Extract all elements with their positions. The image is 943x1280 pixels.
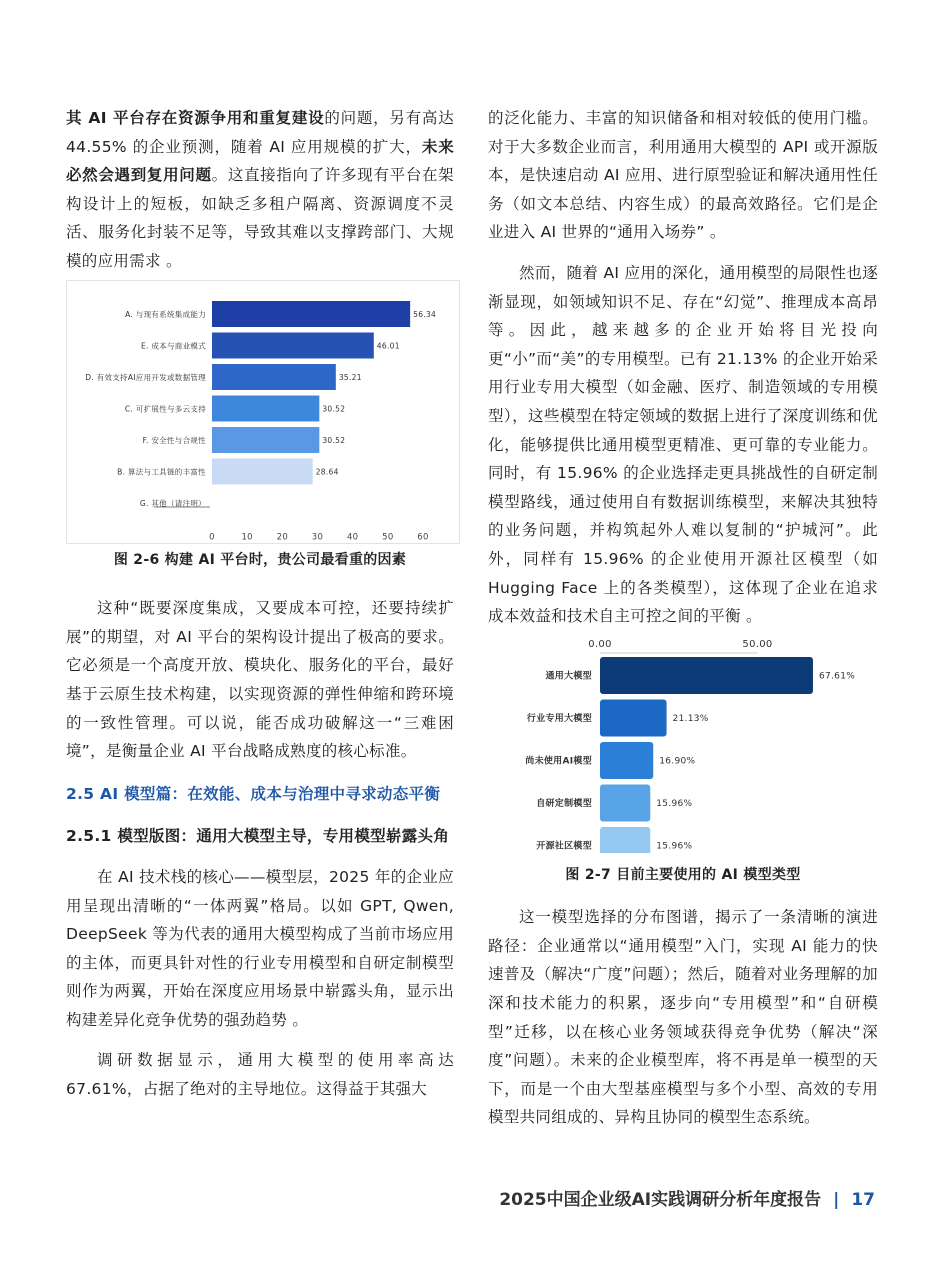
chart-2-6 — [66, 280, 454, 544]
bar-category-label: 通用大模型 — [545, 671, 592, 682]
x-tick-label: 60 — [417, 532, 429, 543]
chart-2-6-caption: 图 2-6 构建 AI 平台时，贵公司最看重的因素 — [113, 551, 407, 568]
left-paragraph-1-run: 未来必然会遇到复用问题 — [66, 137, 454, 185]
x-tick-label: 10 — [241, 532, 253, 543]
bar — [600, 699, 667, 736]
subsection-heading: 2.5.1 模型版图：通用大模型主导，专用模型崭露头角 — [66, 827, 450, 846]
x-tick-label: 0 — [209, 532, 215, 543]
bar-category-label: 尚未使用AI模型 — [525, 756, 592, 767]
bar-value-label: 56.34 — [413, 309, 437, 319]
bar-value-label: 16.90% — [659, 756, 696, 767]
chart-2-6-svg — [66, 280, 460, 544]
chart-2-7 — [488, 635, 878, 853]
bar-value-label: 30.52 — [322, 404, 346, 414]
left-paragraph-1 — [66, 104, 454, 276]
section-heading: 2.5 AI 模型篇：在效能、成本与治理中寻求动态平衡 — [66, 784, 441, 803]
chart-2-7-caption: 图 2-7 目前主要使用的 AI 模型类型 — [565, 866, 801, 883]
left-paragraph-1-run: 其 AI 平台存在资源争用和重复建设 — [66, 109, 325, 127]
bar-value-label: 21.13% — [672, 713, 709, 724]
bar-value-label: 28.64 — [315, 467, 339, 477]
bar-category-label: 开源社区模型 — [536, 841, 592, 852]
bar — [212, 427, 319, 453]
left-paragraph-4: 调研数据显示，通用大模型的使用率高达 67.61%，占据了绝对的主导地位。这得益于其强大 — [66, 1051, 454, 1099]
bar — [212, 332, 374, 358]
bar-category-label: C. 可扩展性与多云支持 — [124, 404, 206, 414]
x-tick-label: 50 — [382, 532, 394, 543]
bar-value-label: 67.61% — [818, 671, 856, 682]
bar-category-label: 行业专用大模型 — [526, 713, 592, 724]
bar-category-label: A. 与现有系统集成能力 — [125, 309, 206, 319]
bar-value-label: 15.96% — [656, 798, 693, 809]
bar — [212, 301, 410, 327]
bar — [600, 657, 813, 694]
left-paragraph-3: 在 AI 技术栈的核心——模型层，2025 年的企业应用呈现出清晰的“一体两翼”格局。以如 GPT, Qwen, DeepSeek 等为代表的通用大模型构成了当前市场应用的主体，而更具针对性的行业专用模型和自研定制模型则作为两翼，开始在深度应用场景中崭露头角，显示出构建差异化竞争优势的强劲趋势 。 — [66, 867, 454, 1029]
bar-value-label: 35.21 — [338, 372, 362, 382]
page-footer — [499, 1185, 875, 1210]
right-paragraph-3: 这一模型选择的分布图谱，揭示了一条清晰的演进路径：企业通常以“通用模型”入门，实现 AI 能力的快速普及（解决“广度”问题）；然后，随着对业务理解的加深和技术能力的积累，逐步向“专用模型”和“自研模型”迁移，以在核心业务领域获得竞争优势（解决“深度”问题）。未来的企业模型库，将不再是单一模型的天下，而是一个由大型基座模型与多个小型、高效的专用模型共同组成的、异构且协同的模型生态系统。 — [488, 908, 878, 1127]
x-tick-label: 0.00 — [588, 638, 612, 650]
left-paragraph-1-run: 的问题，另有高达 44.55% 的企业预测，随着 AI 应用规模的扩大， — [66, 109, 454, 156]
bar-category-label: 自研定制模型 — [536, 798, 592, 809]
x-tick-label: 50.00 — [742, 638, 773, 650]
x-tick-label: 40 — [346, 532, 359, 543]
left-paragraph-2: 这种“既要深度集成，又要成本可控，还要持续扩展”的期望，对 AI 平台的架构设计提出了极高的要求。它必须是一个高度开放、模块化、服务化的平台，最好基于云原生技术构建，以实现资源的弹性伸缩和跨环境的一致性管理。可以说，能否成功破解这一“三难困境”，是衡量企业 AI 平台战略成熟度的核心标准。 — [66, 599, 454, 761]
chart-2-7-svg — [488, 635, 878, 853]
bar-category-label: E. 成本与商业模式 — [140, 341, 206, 351]
right-paragraph-1: 的泛化能力、丰富的知识储备和相对较低的使用门槛。对于大多数企业而言，利用通用大模型的 API 或开源版本，是快速启动 AI 应用、进行原型验证和解决通用性任务（如文本总结、内容生成）的最高效路径。它们是企业进入 AI 世界的“通用入场券” 。 — [488, 109, 878, 242]
bar-category-label: G. 其他（请注明） — [139, 498, 206, 508]
left-column — [66, 104, 454, 1104]
bar — [600, 827, 650, 853]
right-column — [488, 104, 878, 1132]
footer-separator: | — [833, 1190, 840, 1210]
bar — [600, 742, 653, 779]
bar-value-label: 30.52 — [322, 435, 346, 445]
bar-value-label: 46.01 — [376, 341, 400, 351]
bar-category-label: B. 算法与工具链的丰富性 — [117, 467, 206, 477]
x-tick-label: 20 — [276, 532, 289, 543]
bar-category-label: F. 安全性与合规性 — [142, 435, 206, 445]
x-tick-label: 30 — [311, 532, 324, 543]
bar-value-label: 15.96% — [656, 841, 693, 852]
bar — [212, 458, 313, 484]
footer-report-title: 2025中国企业级AI实践调研分析年度报告 — [499, 1190, 822, 1210]
page-number: 17 — [851, 1190, 875, 1210]
bar — [212, 364, 336, 390]
left-paragraph-1-run: 。这直接指向了许多现有平台在架构设计上的短板，如缺乏多租户隔离、资源调度不灵活、服务化封装不足等，导致其难以支撑跨部门、大规模的应用需求 。 — [66, 166, 454, 270]
right-paragraph-2: 然而，随着 AI 应用的深化，通用模型的局限性也逐渐显现，如领域知识不足、存在“幻觉”、推理成本高昂等。因此，越来越多的企业开始将目光投向更“小”而“美”的专用模型。已有 21.13% 的企业开始采用行业专用大模型（如金融、医疗、制造领域的专用模型），这些模型在特定领域的数据上进行了深度训练和优化，能够提供比通用模型更精准、更可靠的专业能力。同时，有 15.96% 的企业选择走更具挑战性的自研定制模型路线，通过使用自有数据训练模型，来解决其独特的业务问题，并构筑起外人难以复制的“护城河”。此外，同样有 15.96% 的企业使用开源社区模型（如 Hugging Face 上的各类模型），这体现了企业在追求成本效益和技术自主可控之间的平衡 。 — [488, 263, 878, 626]
bar — [212, 395, 319, 421]
bar — [600, 784, 650, 821]
bar-category-label: D. 有效支持AI应用开发或数据管理 — [85, 372, 206, 382]
